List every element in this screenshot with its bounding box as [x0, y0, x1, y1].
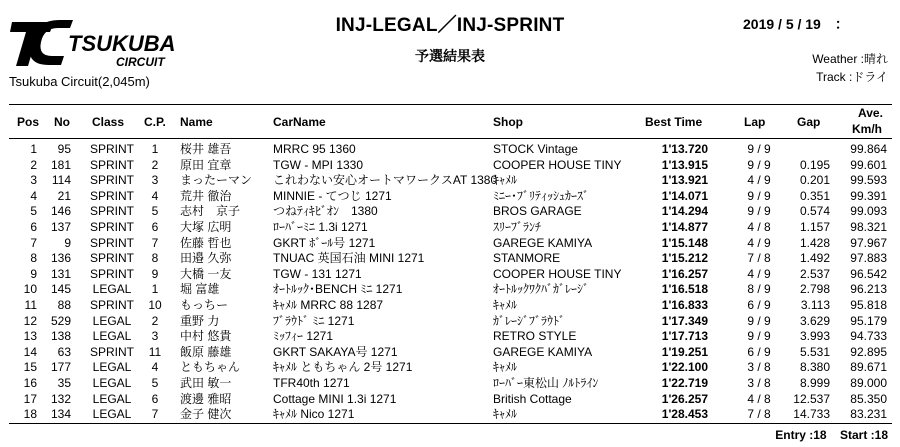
table-row: [0, 189, 900, 203]
table-row: [0, 173, 900, 187]
cell-car: ﾛｰﾊﾞｰﾐﾆ 1.3i 1271: [273, 220, 368, 234]
cell-name: 原田 宜章: [180, 157, 232, 172]
cell-shop: GAREGE KAMIYA: [493, 344, 593, 359]
cell-cp: 2: [151, 157, 159, 172]
cell-ave: 99.391: [850, 188, 887, 203]
cell-pos: 14: [23, 344, 37, 359]
cell-gap: 2.537: [799, 266, 830, 281]
cell-shop: ｽﾘｰﾌﾞﾗﾝﾁ: [493, 220, 542, 234]
cell-car: ｷｬﾒﾙ ともちゃん 2号 1271: [273, 360, 413, 375]
cell-no: 88: [57, 298, 71, 312]
cell-gap: 3.113: [800, 298, 830, 312]
table-row: [0, 407, 900, 421]
cell-shop: ｷｬﾒﾙ: [493, 407, 518, 422]
cell-pos: 11: [24, 298, 37, 312]
cell-name: 大橋 一友: [180, 266, 232, 281]
cell-ave: 97.967: [850, 235, 887, 250]
cell-shop: ｷｬﾒﾙ: [493, 173, 518, 188]
col-header-pos: Pos: [17, 115, 40, 129]
cell-car: つねﾃｨｷﾋﾞｵﾝ 1380: [273, 204, 378, 219]
cell-lap: 9 / 9: [747, 157, 771, 172]
cell-ave: 89.671: [850, 360, 887, 375]
cell-name: 飯原 藤雄: [180, 344, 232, 359]
cell-ave: 83.231: [850, 407, 887, 422]
page-subtitle: 予選結果表: [415, 48, 485, 64]
cell-best: 1'15.148: [661, 235, 708, 250]
table-row: [0, 220, 900, 234]
col-header-best-time: Best Time: [645, 115, 703, 129]
cell-cp: 3: [151, 173, 159, 188]
cell-car: TGW - MPI 1330: [273, 157, 364, 172]
cell-car: ｵｰﾄﾙｯｸ･BENCH ﾐﾆ 1271: [273, 282, 403, 297]
col-header-carname: CarName: [273, 115, 326, 129]
cell-ave: 97.883: [850, 251, 887, 266]
cell-lap: 4 / 9: [747, 173, 771, 188]
table-row: [0, 251, 900, 265]
cell-name: 武田 敏一: [180, 376, 232, 390]
cell-best: 1'16.518: [661, 282, 708, 297]
cell-name: 重野 力: [180, 313, 220, 328]
cell-best: 1'15.212: [661, 251, 708, 266]
cell-cp: 11: [148, 344, 162, 359]
table-row: [0, 345, 900, 359]
table-row: [0, 360, 900, 374]
cell-pos: 15: [23, 360, 37, 375]
cell-cls: SPRINT: [89, 220, 134, 234]
cell-cp: 7: [151, 407, 159, 422]
cell-cp: 5: [151, 376, 159, 390]
cell-shop: BROS GARAGE: [493, 204, 582, 219]
cell-cp: 4: [151, 188, 159, 203]
cell-shop: STANMORE: [493, 251, 561, 266]
cell-pos: 17: [23, 391, 37, 406]
cell-best: 1'19.251: [661, 344, 708, 359]
entry-count: Entry :18: [775, 428, 827, 442]
cell-shop: RETRO STYLE: [493, 329, 577, 344]
cell-cls: LEGAL: [92, 376, 132, 390]
col-header-shop: Shop: [493, 115, 523, 129]
cell-lap: 8 / 9: [747, 282, 771, 297]
cell-cls: LEGAL: [92, 391, 132, 406]
cell-cls: SPRINT: [89, 298, 134, 312]
cell-ave: 99.093: [850, 204, 887, 219]
cell-ave: 92.895: [850, 344, 887, 359]
table-row: [0, 329, 900, 343]
cell-car: GKRT ﾎﾞｰﾙ号 1271: [273, 235, 376, 250]
event-date: 2019 / 5 / 19 ：: [743, 16, 849, 32]
cell-car: TNUAC 英国石油 MINI 1271: [273, 251, 425, 266]
logo-tsukuba-text: TSUKUBA: [68, 31, 176, 56]
cell-no: 136: [50, 251, 71, 266]
cell-car: MRRC 95 1360: [273, 142, 356, 156]
cell-lap: 6 / 9: [747, 344, 771, 359]
cell-no: 114: [51, 173, 71, 188]
cell-shop: STOCK Vintage: [493, 142, 578, 156]
cell-gap: 0.201: [799, 173, 830, 188]
cell-ave: 85.350: [850, 391, 887, 406]
cell-name: もっちー: [180, 298, 229, 312]
cell-car: ｷｬﾒﾙ MRRC 88 1287: [273, 298, 384, 312]
cell-cp: 6: [151, 220, 159, 234]
cell-lap: 4 / 8: [747, 391, 771, 406]
cell-shop: ｷｬﾒﾙ: [493, 298, 518, 312]
cell-pos: 6: [30, 220, 37, 234]
cell-lap: 3 / 8: [747, 360, 771, 375]
cell-pos: 7: [30, 235, 37, 250]
cell-no: 146: [50, 204, 71, 219]
cell-best: 1'16.257: [661, 266, 708, 281]
cell-shop: COOPER HOUSE TINY: [493, 157, 622, 172]
cell-name: 志村 京子: [180, 204, 241, 219]
cell-gap: 3.993: [799, 329, 830, 344]
cell-car: TFR40th 1271: [273, 376, 350, 390]
cell-no: 21: [57, 188, 71, 203]
cell-cls: SPRINT: [89, 344, 134, 359]
cell-pos: 10: [23, 282, 37, 297]
cell-cls: SPRINT: [89, 173, 134, 188]
cell-pos: 1: [30, 142, 37, 156]
cell-no: 177: [50, 360, 71, 375]
cell-gap: 0.574: [799, 204, 830, 219]
cell-lap: 9 / 9: [747, 313, 771, 328]
cell-pos: 4: [30, 188, 37, 203]
cell-gap: 8.380: [799, 360, 830, 375]
logo-circuit-text: CIRCUIT: [116, 55, 165, 69]
cell-car: Cottage MINI 1.3i 1271: [273, 391, 397, 406]
col-header-class: Class: [92, 115, 125, 129]
col-header-kmh: Km/h: [852, 122, 882, 136]
cell-shop: ｶﾞﾚｰｼﾞﾌﾞﾗｳﾄﾞ: [493, 313, 566, 328]
cell-lap: 4 / 8: [747, 220, 771, 234]
cell-no: 63: [57, 344, 71, 359]
cell-shop: ｵｰﾄﾙｯｸﾜｸﾊﾞｶﾞﾚｰｼﾞ: [493, 282, 590, 297]
col-header-gap: Gap: [797, 115, 821, 129]
cell-shop: British Cottage: [493, 391, 572, 406]
cell-no: 95: [57, 142, 71, 156]
cell-pos: 5: [30, 204, 37, 219]
cell-ave: 95.818: [850, 298, 887, 312]
cell-name: まったーマン: [180, 173, 253, 188]
cell-ave: 99.601: [850, 157, 887, 172]
cell-ave: 89.000: [850, 376, 887, 390]
cell-pos: 3: [30, 173, 37, 188]
cell-name: ともちゃん: [180, 360, 241, 375]
cell-cls: LEGAL: [92, 313, 132, 328]
cell-car: ﾐｯﾌｨｰ 1271: [273, 329, 334, 344]
cell-ave: 99.864: [850, 142, 887, 156]
cell-gap: 0.195: [799, 157, 830, 172]
cell-cp: 7: [151, 235, 159, 250]
cell-best: 1'22.100: [661, 360, 708, 375]
table-row: [0, 376, 900, 390]
cell-gap: 8.999: [799, 376, 830, 390]
cell-best: 1'22.719: [661, 376, 708, 390]
cell-cls: LEGAL: [92, 282, 132, 297]
cell-cp: 10: [148, 298, 162, 312]
circuit-name: Tsukuba Circuit(2,045m): [9, 74, 150, 89]
entry-start-counts: [775, 428, 888, 442]
cell-gap: 1.492: [799, 251, 830, 266]
cell-cp: 3: [151, 329, 159, 344]
cell-name: 桜井 雄吾: [180, 142, 232, 156]
cell-cp: 6: [151, 391, 159, 406]
table-row: [0, 298, 900, 312]
cell-no: 529: [50, 313, 71, 328]
cell-gap: 14.733: [793, 407, 830, 422]
cell-no: 145: [50, 282, 71, 297]
cell-no: 9: [64, 235, 71, 250]
col-header-no: No: [54, 115, 70, 129]
cell-best: 1'28.453: [661, 407, 708, 422]
start-count: Start :18: [839, 428, 888, 442]
cell-best: 1'17.713: [661, 329, 708, 344]
cell-lap: 6 / 9: [747, 298, 771, 312]
cell-cls: SPRINT: [89, 157, 134, 172]
cell-cls: LEGAL: [92, 407, 132, 422]
cell-shop: ﾐﾆｰ･ﾌﾞﾘﾃｨｯｼｭｶｰｽﾞ: [493, 188, 590, 203]
cell-cp: 8: [151, 251, 159, 266]
cell-name: 金子 健次: [180, 407, 232, 422]
cell-shop: COOPER HOUSE TINY: [493, 266, 622, 281]
cell-car: ﾌﾞﾗｳﾄﾞ ﾐﾆ 1271: [273, 313, 355, 328]
cell-best: 1'13.720: [661, 142, 708, 156]
cell-ave: 96.542: [850, 266, 887, 281]
weather-info: Weather :晴れ: [812, 52, 888, 66]
cell-shop: ﾛｰﾊﾞｰ東松山 ﾉﾙﾄﾗｲﾝ: [493, 376, 599, 390]
cell-lap: 3 / 8: [747, 376, 771, 390]
table-row: [0, 142, 900, 156]
cell-cls: SPRINT: [89, 188, 134, 203]
cell-cls: SPRINT: [89, 251, 134, 266]
cell-no: 132: [50, 391, 71, 406]
page-title: INJ-LEGAL／INJ-SPRINT: [335, 15, 565, 36]
cell-cls: SPRINT: [89, 235, 134, 250]
cell-best: 1'17.349: [661, 313, 708, 328]
cell-gap: 0.351: [799, 188, 830, 203]
col-header-cp: C.P.: [144, 115, 166, 129]
col-header-ave: Ave.: [858, 106, 883, 120]
cell-no: 138: [50, 329, 71, 344]
cell-name: 荒井 徹治: [180, 188, 232, 203]
cell-best: 1'26.257: [661, 391, 708, 406]
cell-lap: 9 / 9: [747, 188, 771, 203]
cell-gap: 2.798: [799, 282, 830, 297]
cell-pos: 16: [23, 376, 37, 390]
cell-cls: SPRINT: [89, 204, 134, 219]
cell-pos: 8: [30, 251, 37, 266]
cell-best: 1'14.877: [661, 220, 708, 234]
cell-lap: 7 / 8: [747, 407, 771, 422]
cell-name: 中村 悠貴: [180, 329, 232, 344]
cell-gap: 1.157: [799, 220, 830, 234]
cell-no: 134: [50, 407, 71, 422]
cell-pos: 2: [30, 157, 37, 172]
cell-pos: 12: [23, 313, 37, 328]
table-row: [0, 392, 900, 406]
cell-cls: SPRINT: [89, 266, 134, 281]
cell-gap: 5.531: [799, 344, 830, 359]
cell-cp: 1: [151, 142, 159, 156]
table-row: [0, 314, 900, 328]
cell-cp: 5: [151, 204, 159, 219]
col-header-lap: Lap: [744, 115, 766, 129]
cell-cls: SPRINT: [89, 142, 134, 156]
cell-car: ｷｬﾒﾙ Nico 1271: [273, 407, 355, 422]
cell-name: 堀 富雄: [180, 282, 220, 297]
cell-cp: 4: [151, 360, 159, 375]
cell-lap: 9 / 9: [747, 204, 771, 219]
cell-pos: 18: [23, 407, 37, 422]
cell-car: MINNIE - てつじ 1271: [273, 188, 392, 203]
table-row: [0, 282, 900, 296]
cell-cp: 2: [151, 313, 159, 328]
cell-best: 1'14.071: [661, 188, 708, 203]
table-row: [0, 158, 900, 172]
cell-lap: 7 / 8: [747, 251, 771, 266]
cell-no: 131: [50, 266, 71, 281]
cell-gap: 12.537: [793, 391, 830, 406]
cell-pos: 9: [30, 266, 37, 281]
cell-no: 181: [50, 157, 71, 172]
cell-best: 1'14.294: [661, 204, 708, 219]
track-condition: Track :ドライ: [816, 70, 888, 84]
cell-best: 1'13.915: [661, 157, 708, 172]
cell-shop: ｷｬﾒﾙ: [493, 360, 518, 375]
cell-ave: 98.321: [850, 220, 887, 234]
cell-cls: LEGAL: [92, 329, 132, 344]
cell-shop: GAREGE KAMIYA: [493, 235, 593, 250]
cell-cp: 9: [151, 266, 159, 281]
cell-ave: 95.179: [850, 313, 887, 328]
cell-lap: 4 / 9: [747, 266, 771, 281]
cell-lap: 9 / 9: [747, 142, 771, 156]
cell-no: 137: [50, 220, 71, 234]
col-header-name: Name: [180, 115, 213, 129]
cell-name: 田邉 久弥: [180, 251, 232, 266]
cell-cls: LEGAL: [92, 360, 132, 375]
cell-ave: 94.733: [850, 329, 887, 344]
cell-gap: 3.629: [799, 313, 830, 328]
cell-gap: 1.428: [799, 235, 830, 250]
cell-no: 35: [57, 376, 71, 390]
cell-car: これわない安心オートマワークスAT 1380: [273, 173, 498, 188]
cell-ave: 96.213: [850, 282, 887, 297]
table-row: [0, 236, 900, 250]
cell-car: TGW - 131 1271: [273, 266, 362, 281]
table-row: [0, 204, 900, 218]
cell-name: 渡邊 雅昭: [180, 391, 232, 406]
cell-name: 大塚 広明: [180, 220, 232, 234]
cell-name: 佐藤 哲也: [180, 235, 232, 250]
cell-lap: 4 / 9: [747, 235, 771, 250]
cell-lap: 9 / 9: [747, 329, 771, 344]
cell-cp: 1: [151, 282, 159, 297]
cell-ave: 99.593: [850, 173, 887, 188]
cell-pos: 13: [23, 329, 37, 344]
cell-best: 1'16.833: [661, 298, 708, 312]
table-row: [0, 267, 900, 281]
cell-car: GKRT SAKAYA号 1271: [273, 344, 398, 359]
cell-best: 1'13.921: [661, 173, 708, 188]
